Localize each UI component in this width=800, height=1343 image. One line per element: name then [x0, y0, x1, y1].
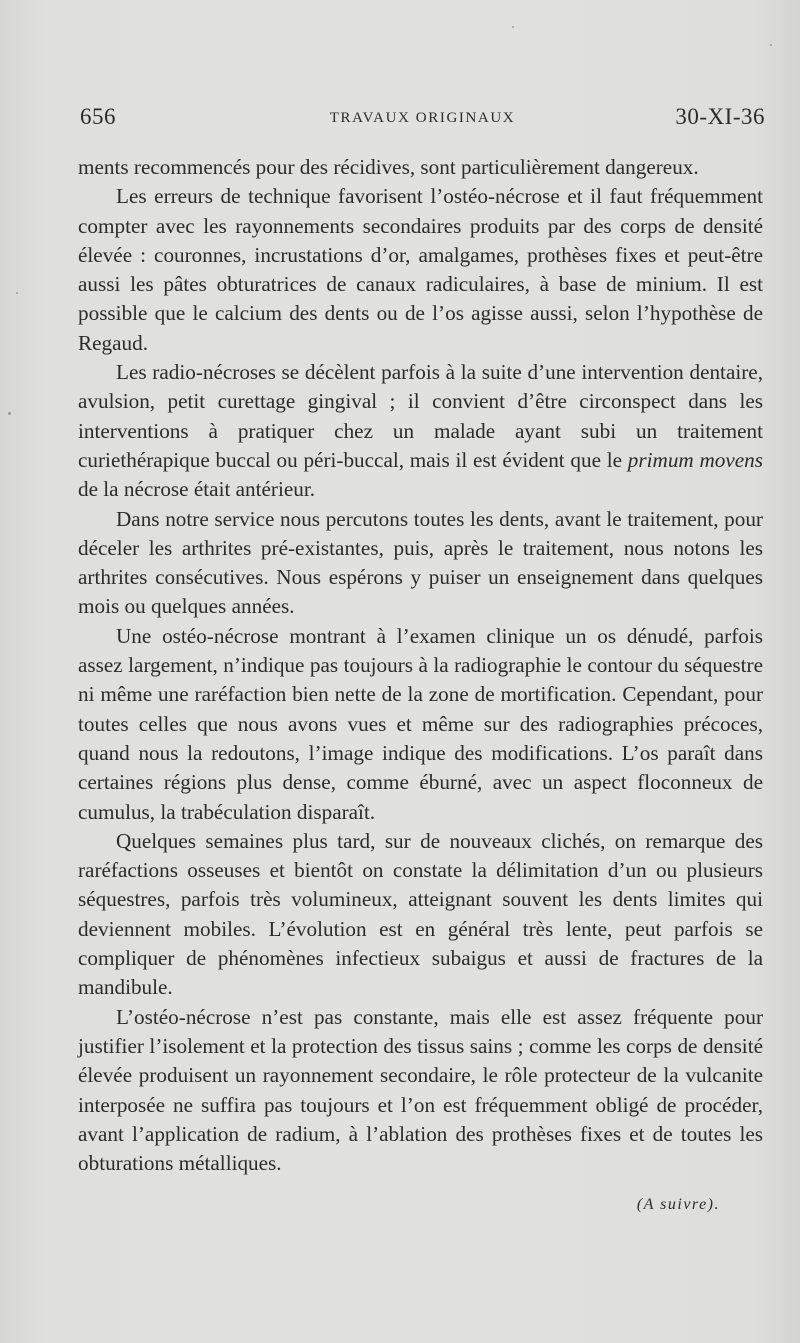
paragraph-evolution: Quelques semaines plus tard, sur de nouveaux clichés, on remarque des raréfactions osseuses et bientôt on constate la délimitation d’un ou plusieurs séquestres, parfois très volumineux, atteignant souvent les dents limites qui deviennent mobiles. L’évolution est en général très lente, peut parfois se compliquer de phénomènes infectieux subaigus et aussi de fractures de la mandibule.: [78, 828, 763, 1000]
paragraph-technique-errors: Les erreurs de technique favorisent l’ostéo-nécrose et il faut fréquemment compter avec les rayonnements secondaires produits par des corps de densité élevée : couronnes, incrustations d’or, amalgames, prothèses fixes et peut-être aussi les pâtes obturatrices de canaux radiculaires, à base de minium. Il est possible que le calcium des dents ou de l’os agisse aussi, selon l’hypothèse de Regaud.: [78, 184, 763, 355]
paragraph-radio-necroses: [78, 358, 763, 504]
paragraph-text: Les radio-nécroses se décèlent parfois à la suite d’une intervention dentaire, avulsion, petit curettage gingival ; il convient d’être circonspect dans les interventions à pratiquer chez un malade ayant subi un traitement curiethérapique buccal ou péri-buccal, mais il est évident que le: [78, 360, 763, 472]
paragraph-osteo-necrosis-imaging: Une ostéo-nécrose montrant à l’examen clinique un os dénudé, parfois assez largement, n’indique pas toujours à la radiographie le contour du séquestre ni même une raréfaction bien nette de la zone de mortification. Cependant, pour toutes celles que nous avons vues et même sur des radiographies précoces, quand nous la redoutons, l’image indique des modifications. L’os paraît dans certaines régions plus dense, comme éburné, avec un aspect floconneux de cumulus, la trabéculation disparaît.: [78, 623, 763, 824]
emphasis-latin: primum movens: [627, 447, 764, 472]
paragraph-protection: L’ostéo-nécrose n’est pas constante, mais elle est assez fréquente pour justifier l’isolement et la protection des tissus sains ; comme les corps de densité élevée produisent un rayonnement secondaire, le rôle protecteur de la vulcanite interposée ne suffira pas toujours et l’on est fréquemment obligé de procéder, avant l’application de radium, à l’ablation des prothèses fixes et de toutes les obturations métalliques.: [78, 1004, 763, 1176]
paragraph-service: Dans notre service nous percutons toutes les dents, avant le traitement, pour déceler les arthrites pré-existantes, puis, après le traitement, nous notons les arthrites consécutives. Nous espérons y puiser un enseignement dans quelques mois ou quelques années.: [78, 506, 763, 619]
paper-speck: [770, 44, 772, 46]
page-header: [80, 104, 765, 134]
article-body: [78, 153, 763, 1178]
paragraph-continuation: ments recommencés pour des récidives, sont particulièrement dangereux.: [78, 155, 699, 179]
paper-speck: [16, 292, 18, 294]
paper-speck: [512, 26, 514, 28]
running-title: TRAVAUX ORIGINAUX: [329, 110, 516, 126]
page-number: 656: [80, 104, 116, 129]
issue-date: 30-XI-36: [675, 104, 765, 129]
continuation-note: (A suivre).: [636, 1196, 720, 1213]
paragraph-text: de la nécrose était antérieur.: [78, 477, 316, 502]
paper-speck: [8, 412, 11, 415]
